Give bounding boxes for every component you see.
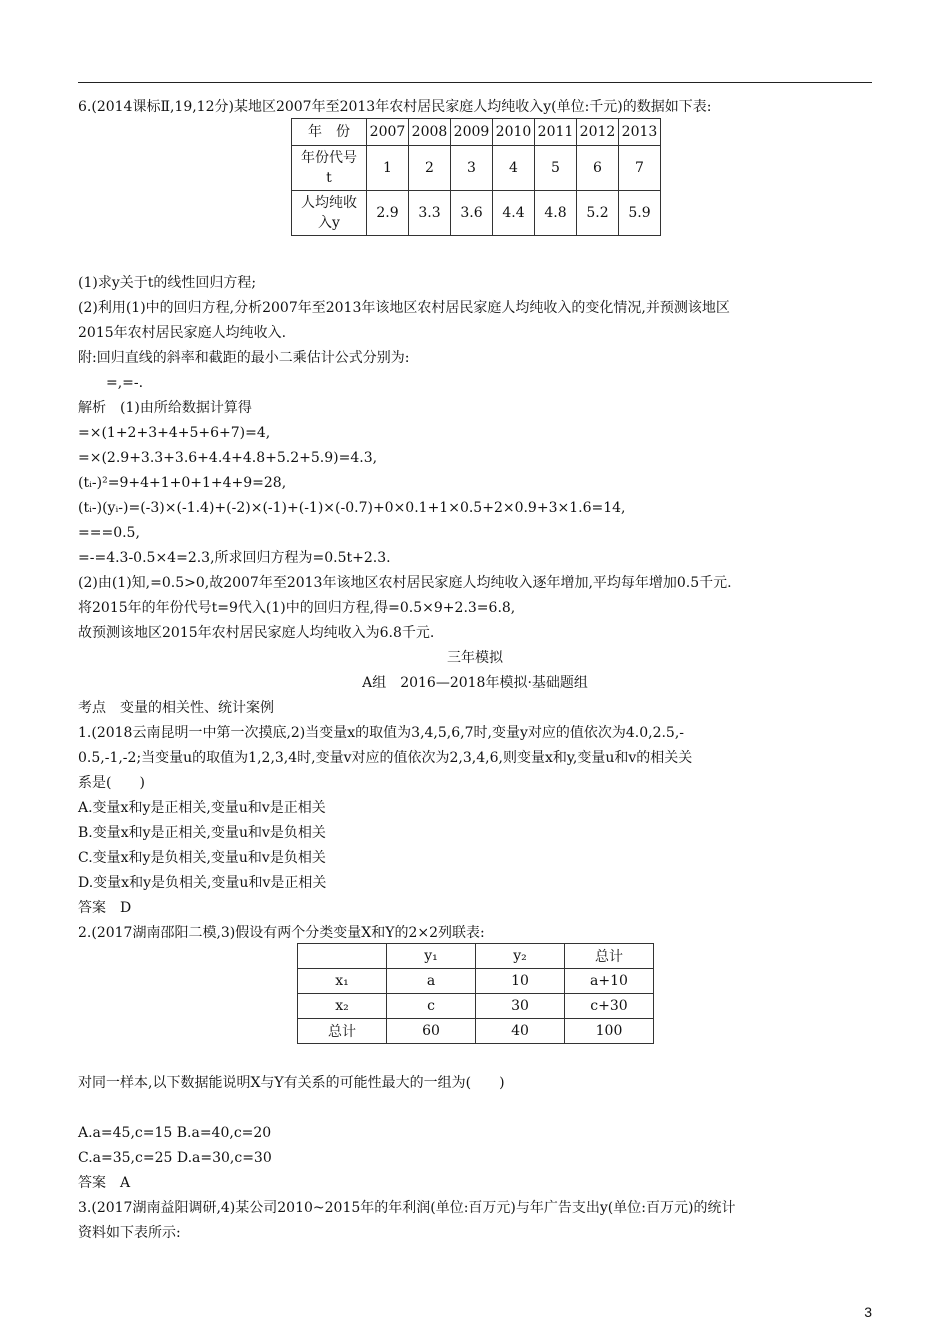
table-cell: c [387, 994, 476, 1019]
table-cell: c+30 [565, 994, 654, 1019]
row-label-code [292, 146, 367, 191]
problem2-options: A.a=45,c=15 B.a=40,c=20 [78, 1125, 272, 1141]
answer: 答案 A [78, 1175, 131, 1191]
income-cell: 2.9 [367, 191, 409, 236]
code-cell: 5 [535, 146, 577, 191]
row-label-income-line2: 入y [318, 215, 340, 231]
problem2-question: 对同一样本,以下数据能说明X与Y有关系的可能性最大的一组为( ) [78, 1075, 505, 1091]
solution-line: =×(1+2+3+4+5+6+7)=4, [78, 425, 271, 441]
table-cell: 总计 [565, 944, 654, 969]
table-row [292, 146, 661, 191]
year-cell: 2010 [493, 119, 535, 146]
table-cell: y₁ [387, 944, 476, 969]
problem6-stem: 6.(2014课标Ⅱ,19,12分)某地区2007年至2013年农村居民家庭人均纯收入y(单位:千元)的数据如下表: [78, 99, 712, 115]
code-cell: 6 [577, 146, 619, 191]
table-cell: 30 [476, 994, 565, 1019]
table-cell: 60 [387, 1019, 476, 1044]
row-label-income [292, 191, 367, 236]
solution-line: =×(2.9+3.3+3.6+4.4+4.8+5.2+5.9)=4.3, [78, 450, 378, 466]
table-row [292, 119, 661, 146]
problem1-line: 1.(2018云南昆明一中第一次摸底,2)当变量x的取值为3,4,5,6,7时,变量y对应的值依次为4.0,2.5,- [78, 725, 685, 741]
income-cell: 5.2 [577, 191, 619, 236]
table-cell: a+10 [565, 969, 654, 994]
contingency-table [297, 943, 654, 1044]
section-title: 三年模拟 [447, 650, 503, 666]
table-cell: a [387, 969, 476, 994]
solution-line: 故预测该地区2015年农村居民家庭人均纯收入为6.8千元. [78, 625, 435, 641]
header-rule [78, 82, 872, 83]
row-label-code-line2: t [326, 170, 332, 186]
year-cell: 2012 [577, 119, 619, 146]
year-cell: 2007 [367, 119, 409, 146]
year-cell: 2009 [451, 119, 493, 146]
year-cell: 2011 [535, 119, 577, 146]
problem6-line: 附:回归直线的斜率和截距的最小二乘估计公式分别为: [78, 350, 410, 366]
income-cell: 3.3 [409, 191, 451, 236]
year-cell: 2008 [409, 119, 451, 146]
solution-line: (2)由(1)知,=0.5>0,故2007年至2013年该地区农村居民家庭人均纯收入逐年增加,平均每年增加0.5千元. [78, 575, 732, 591]
table-row [298, 1019, 654, 1044]
problem1-line: 系是( ) [78, 775, 145, 791]
problem1-line: 0.5,-1,-2;当变量u的取值为1,2,3,4时,变量v对应的值依次为2,3,4,6,则变量x和y,变量u和v的相关关 [78, 750, 693, 766]
table-cell: 40 [476, 1019, 565, 1044]
solution-line: 解析 (1)由所给数据计算得 [78, 400, 252, 416]
option-d: D.变量x和y是负相关,变量u和v是正相关 [78, 875, 327, 891]
problem3-line: 资料如下表所示: [78, 1225, 181, 1241]
table-row [292, 191, 661, 236]
table-cell: 总计 [298, 1019, 387, 1044]
solution-line: (tᵢ-)²=9+4+1+0+1+4+9=28, [78, 475, 287, 491]
answer: 答案 D [78, 900, 132, 916]
problem6-formula: =,=-. [78, 375, 144, 391]
section-subtitle: A组 2016—2018年模拟·基础题组 [362, 675, 588, 691]
table-cell: 10 [476, 969, 565, 994]
problem2-options: C.a=35,c=25 D.a=30,c=30 [78, 1150, 272, 1166]
table-cell: x₁ [298, 969, 387, 994]
solution-line: (tᵢ-)(yᵢ-)=(-3)×(-1.4)+(-2)×(-1)+(-1)×(-0.7)+0×0.1+1×0.5+2×0.9+3×1.6=14, [78, 500, 626, 516]
income-cell: 4.8 [535, 191, 577, 236]
table-cell: y₂ [476, 944, 565, 969]
solution-line: 将2015年的年份代号t=9代入(1)中的回归方程,得=0.5×9+2.3=6.8, [78, 600, 516, 616]
code-cell: 2 [409, 146, 451, 191]
income-cell: 4.4 [493, 191, 535, 236]
income-table [291, 118, 661, 236]
income-cell: 3.6 [451, 191, 493, 236]
option-b: B.变量x和y是正相关,变量u和v是负相关 [78, 825, 326, 841]
table-cell: x₂ [298, 994, 387, 1019]
problem6-line: (1)求y关于t的线性回归方程; [78, 275, 257, 291]
topic-heading: 考点 变量的相关性、统计案例 [78, 700, 274, 716]
solution-line: =-=4.3-0.5×4=2.3,所求回归方程为=0.5t+2.3. [78, 550, 391, 566]
code-cell: 7 [619, 146, 661, 191]
page-number: 3 [864, 1304, 872, 1320]
table-row [298, 994, 654, 1019]
problem2-stem: 2.(2017湖南邵阳二模,3)假设有两个分类变量X和Y的2×2列联表: [78, 925, 485, 941]
option-a: A.变量x和y是正相关,变量u和v是正相关 [78, 800, 326, 816]
table-row [298, 969, 654, 994]
solution-line: ===0.5, [78, 525, 140, 541]
option-c: C.变量x和y是负相关,变量u和v是负相关 [78, 850, 326, 866]
problem3-line: 3.(2017湖南益阳调研,4)某公司2010~2015年的年利润(单位:百万元)与年广告支出y(单位:百万元)的统计 [78, 1200, 736, 1216]
code-cell: 1 [367, 146, 409, 191]
code-cell: 4 [493, 146, 535, 191]
table-cell [298, 944, 387, 969]
code-cell: 3 [451, 146, 493, 191]
income-cell: 5.9 [619, 191, 661, 236]
problem6-line: 2015年农村居民家庭人均纯收入. [78, 325, 287, 341]
problem6-line: (2)利用(1)中的回归方程,分析2007年至2013年该地区农村居民家庭人均纯收入的变化情况,并预测该地区 [78, 300, 730, 316]
table-row [298, 944, 654, 969]
row-label-income-line1: 人均纯收 [301, 195, 357, 211]
table-cell: 100 [565, 1019, 654, 1044]
year-cell: 2013 [619, 119, 661, 146]
row-label-code-line1: 年份代号 [301, 150, 357, 166]
row-label-year: 年 份 [292, 119, 367, 146]
